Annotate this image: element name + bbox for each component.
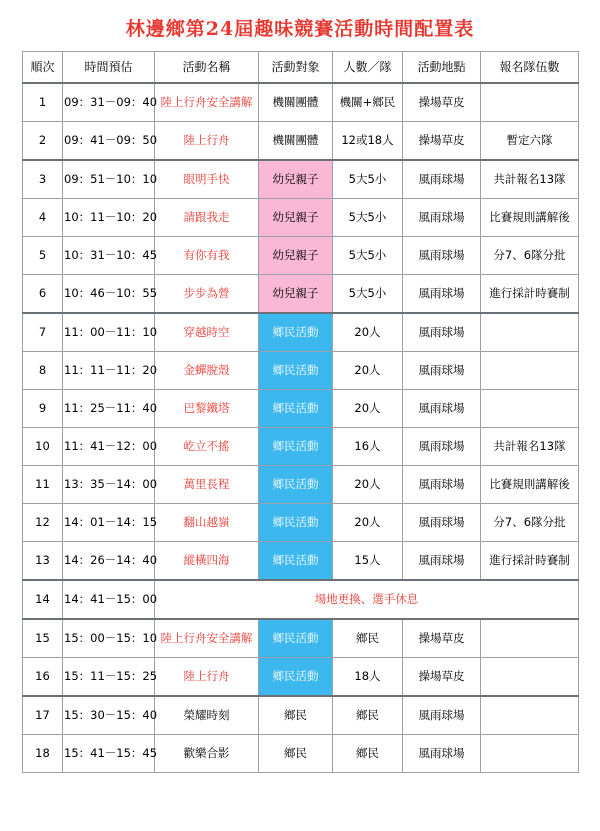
table-row: [23, 122, 579, 161]
table-header: [23, 52, 579, 84]
cell-order-number: 14: [23, 580, 63, 619]
cell-order-number: 18: [23, 735, 63, 773]
cell-registered-teams: [481, 696, 579, 735]
cell-time-estimate: 11：25－11：40: [63, 390, 155, 428]
cell-activity-name: 萬里長程: [155, 466, 259, 504]
cell-time-estimate: 09：41－09：50: [63, 122, 155, 161]
cell-activity-name: 眼明手快: [155, 160, 259, 199]
column-header-no: 順次: [23, 52, 63, 84]
cell-time-estimate: 11：11－11：20: [63, 352, 155, 390]
cell-activity-place: 風雨球場: [403, 504, 481, 542]
header-row: [23, 52, 579, 84]
cell-activity-target: 鄉民: [259, 735, 333, 773]
cell-time-estimate: 15：30－15：40: [63, 696, 155, 735]
cell-time-estimate: 10：11－10：20: [63, 199, 155, 237]
cell-time-estimate: 14：01－14：15: [63, 504, 155, 542]
cell-time-estimate: 10：46－10：55: [63, 275, 155, 314]
table-row: [23, 352, 579, 390]
cell-activity-name: 步步為營: [155, 275, 259, 314]
cell-people-per-team: 鄉民: [333, 696, 403, 735]
cell-activity-place: 風雨球場: [403, 237, 481, 275]
cell-people-per-team: 20人: [333, 390, 403, 428]
cell-time-estimate: 15：00－15：10: [63, 619, 155, 658]
cell-activity-target: 幼兒親子: [259, 160, 333, 199]
table-row: [23, 313, 579, 352]
cell-registered-teams: 暫定六隊: [481, 122, 579, 161]
table-row: [23, 466, 579, 504]
cell-time-estimate: 09：51－10：10: [63, 160, 155, 199]
cell-activity-place: 操場草皮: [403, 83, 481, 122]
cell-people-per-team: 鄉民: [333, 735, 403, 773]
schedule-table: [22, 51, 579, 773]
cell-activity-name: 歡樂合影: [155, 735, 259, 773]
cell-time-estimate: 09：31－09：40: [63, 83, 155, 122]
cell-order-number: 10: [23, 428, 63, 466]
cell-registered-teams: [481, 83, 579, 122]
cell-registered-teams: 進行採計時賽制: [481, 542, 579, 581]
cell-registered-teams: [481, 619, 579, 658]
cell-activity-target: 鄉民活動: [259, 619, 333, 658]
cell-order-number: 15: [23, 619, 63, 658]
cell-people-per-team: 18人: [333, 658, 403, 697]
cell-activity-place: 操場草皮: [403, 658, 481, 697]
cell-activity-name: 巴黎鐵塔: [155, 390, 259, 428]
cell-order-number: 13: [23, 542, 63, 581]
cell-activity-place: 操場草皮: [403, 122, 481, 161]
cell-order-number: 9: [23, 390, 63, 428]
cell-registered-teams: 比賽規則講解後: [481, 199, 579, 237]
cell-activity-target: 機關團體: [259, 122, 333, 161]
table-row: [23, 428, 579, 466]
cell-people-per-team: 15人: [333, 542, 403, 581]
cell-activity-target: 鄉民活動: [259, 542, 333, 581]
table-row: [23, 696, 579, 735]
cell-activity-target: 鄉民活動: [259, 390, 333, 428]
cell-activity-name: 穿越時空: [155, 313, 259, 352]
cell-activity-place: 操場草皮: [403, 619, 481, 658]
cell-order-number: 6: [23, 275, 63, 314]
table-row: [23, 275, 579, 314]
cell-activity-target: 鄉民活動: [259, 466, 333, 504]
cell-activity-target: 幼兒親子: [259, 237, 333, 275]
column-header-activity: 活動名稱: [155, 52, 259, 84]
cell-activity-place: 風雨球場: [403, 160, 481, 199]
cell-activity-place: 風雨球場: [403, 696, 481, 735]
cell-order-number: 4: [23, 199, 63, 237]
cell-order-number: 3: [23, 160, 63, 199]
table-row: [23, 735, 579, 773]
cell-activity-name: 金蟬脫殼: [155, 352, 259, 390]
table-body: [23, 83, 579, 773]
cell-registered-teams: 共計報名13隊: [481, 160, 579, 199]
cell-registered-teams: 分7、6隊分批: [481, 237, 579, 275]
cell-registered-teams: [481, 313, 579, 352]
schedule-table-container: [0, 51, 600, 773]
cell-time-estimate: 14：26－14：40: [63, 542, 155, 581]
cell-activity-name: 屹立不搖: [155, 428, 259, 466]
cell-activity-target: 鄉民活動: [259, 352, 333, 390]
cell-activity-target: 幼兒親子: [259, 275, 333, 314]
table-row: [23, 542, 579, 581]
cell-activity-place: 風雨球場: [403, 390, 481, 428]
cell-order-number: 5: [23, 237, 63, 275]
cell-activity-place: 風雨球場: [403, 428, 481, 466]
table-row: [23, 83, 579, 122]
table-row: [23, 619, 579, 658]
cell-time-estimate: 14：41－15：00: [63, 580, 155, 619]
cell-activity-target: 鄉民: [259, 696, 333, 735]
table-row: [23, 504, 579, 542]
cell-break-note: 場地更換、選手休息: [155, 580, 579, 619]
table-row: [23, 237, 579, 275]
cell-people-per-team: 鄉民: [333, 619, 403, 658]
cell-people-per-team: 20人: [333, 313, 403, 352]
cell-people-per-team: 機關+鄉民: [333, 83, 403, 122]
cell-activity-target: 鄉民活動: [259, 504, 333, 542]
cell-activity-name: 陸上行舟: [155, 122, 259, 161]
column-header-teams: 報名隊伍數: [481, 52, 579, 84]
cell-people-per-team: 20人: [333, 504, 403, 542]
cell-time-estimate: 15：41－15：45: [63, 735, 155, 773]
cell-people-per-team: 5大5小: [333, 199, 403, 237]
cell-activity-name: 榮耀時刻: [155, 696, 259, 735]
column-header-target: 活動對象: [259, 52, 333, 84]
cell-activity-target: 幼兒親子: [259, 199, 333, 237]
cell-time-estimate: 11：00－11：10: [63, 313, 155, 352]
cell-registered-teams: [481, 390, 579, 428]
cell-activity-name: 有你有我: [155, 237, 259, 275]
cell-registered-teams: [481, 735, 579, 773]
cell-order-number: 16: [23, 658, 63, 697]
cell-people-per-team: 5大5小: [333, 160, 403, 199]
cell-activity-name: 陸上行舟安全講解: [155, 83, 259, 122]
column-header-people: 人數／隊: [333, 52, 403, 84]
cell-people-per-team: 12或18人: [333, 122, 403, 161]
cell-activity-target: 機關團體: [259, 83, 333, 122]
cell-time-estimate: 15：11－15：25: [63, 658, 155, 697]
cell-people-per-team: 5大5小: [333, 237, 403, 275]
cell-time-estimate: 11：41－12：00: [63, 428, 155, 466]
cell-activity-place: 風雨球場: [403, 275, 481, 314]
cell-activity-name: 陸上行舟: [155, 658, 259, 697]
cell-activity-name: 陸上行舟安全講解: [155, 619, 259, 658]
cell-registered-teams: 分7、6隊分批: [481, 504, 579, 542]
page-title: 林邊鄉第24屆趣味競賽活動時間配置表: [125, 18, 475, 40]
cell-activity-place: 風雨球場: [403, 313, 481, 352]
table-row: [23, 658, 579, 697]
cell-activity-name: 翻山越嶺: [155, 504, 259, 542]
cell-order-number: 8: [23, 352, 63, 390]
cell-registered-teams: [481, 658, 579, 697]
column-header-time: 時間預估: [63, 52, 155, 84]
cell-people-per-team: 16人: [333, 428, 403, 466]
table-row: [23, 160, 579, 199]
cell-registered-teams: [481, 352, 579, 390]
cell-people-per-team: 20人: [333, 466, 403, 504]
cell-people-per-team: 20人: [333, 352, 403, 390]
cell-activity-place: 風雨球場: [403, 542, 481, 581]
table-row: [23, 390, 579, 428]
cell-registered-teams: 共計報名13隊: [481, 428, 579, 466]
cell-order-number: 7: [23, 313, 63, 352]
cell-time-estimate: 13：35－14：00: [63, 466, 155, 504]
cell-activity-target: 鄉民活動: [259, 658, 333, 697]
cell-activity-name: 請跟我走: [155, 199, 259, 237]
cell-time-estimate: 10：31－10：45: [63, 237, 155, 275]
cell-activity-target: 鄉民活動: [259, 428, 333, 466]
cell-activity-place: 風雨球場: [403, 199, 481, 237]
cell-activity-target: 鄉民活動: [259, 313, 333, 352]
cell-activity-place: 風雨球場: [403, 735, 481, 773]
cell-activity-place: 風雨球場: [403, 466, 481, 504]
cell-order-number: 1: [23, 83, 63, 122]
table-row: [23, 199, 579, 237]
cell-registered-teams: 比賽規則講解後: [481, 466, 579, 504]
table-row: [23, 580, 579, 619]
cell-order-number: 11: [23, 466, 63, 504]
cell-activity-place: 風雨球場: [403, 352, 481, 390]
cell-order-number: 12: [23, 504, 63, 542]
cell-activity-name: 縱橫四海: [155, 542, 259, 581]
column-header-place: 活動地點: [403, 52, 481, 84]
cell-people-per-team: 5大5小: [333, 275, 403, 314]
cell-registered-teams: 進行採計時賽制: [481, 275, 579, 314]
cell-order-number: 2: [23, 122, 63, 161]
cell-order-number: 17: [23, 696, 63, 735]
